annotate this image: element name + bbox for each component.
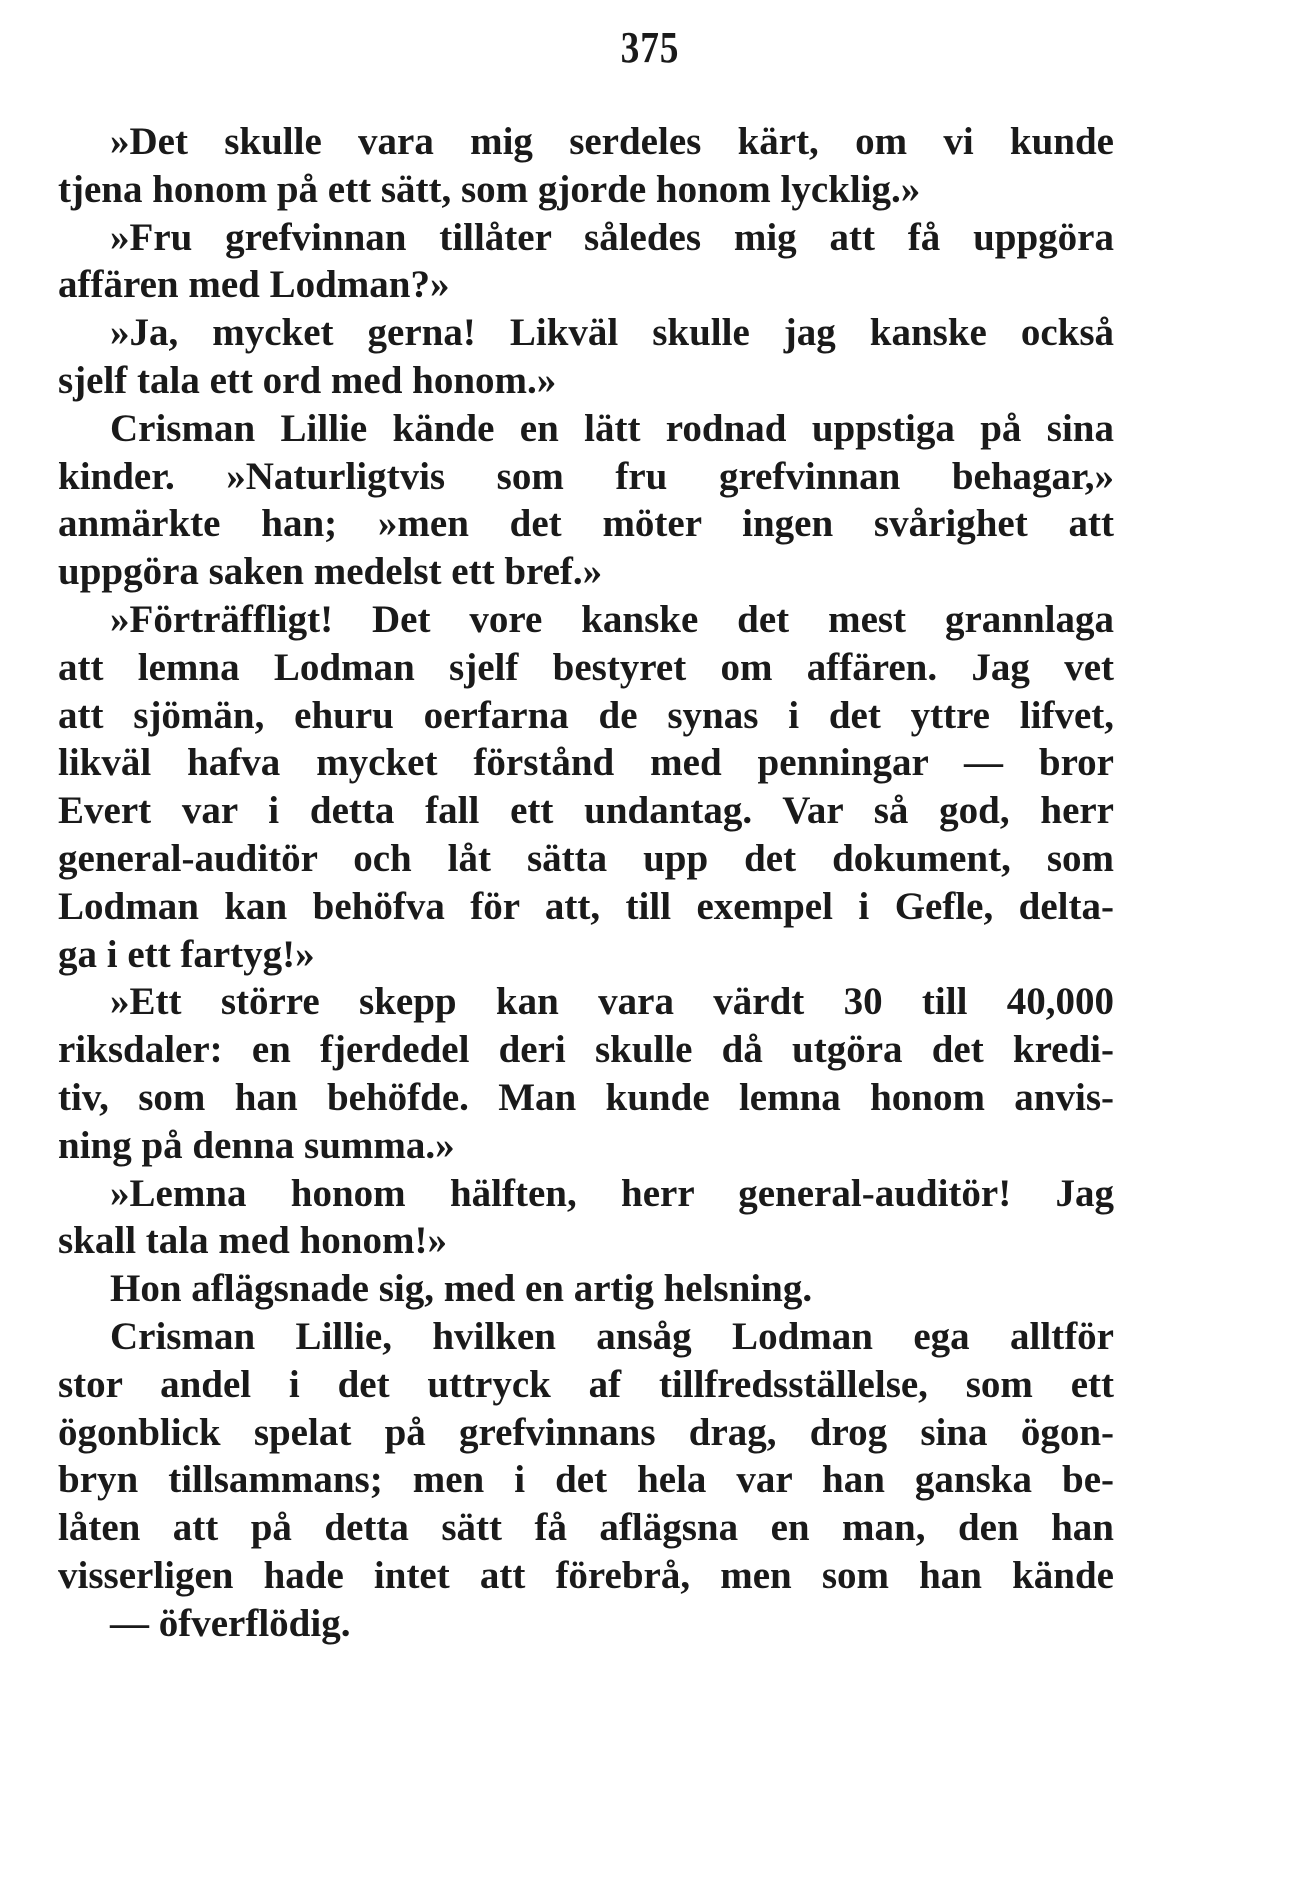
text-line: »Lemna honom hälften, herr general-auditör! Jag [110, 1171, 1114, 1215]
text-line: skall tala med honom!» [58, 1219, 447, 1263]
text-line: Crisman Lillie kände en lätt rodnad uppstiga på sina [110, 406, 1114, 450]
text-line: »Ja, mycket gerna! Likväl skulle jag kanske också [110, 311, 1114, 355]
text-line: tjena honom på ett sätt, som gjorde honom lycklig.» [58, 167, 921, 211]
text-line: tiv, som han behöfde. Man kunde lemna honom anvis- [58, 1075, 1114, 1119]
text-line: »Ett större skepp kan vara värdt 30 till 40,000 [110, 980, 1114, 1024]
text-line: visserligen hade intet att förebrå, men som han kände [58, 1553, 1114, 1597]
text-line: stor andel i det uttryck af tillfredsställelse, som ett [58, 1362, 1114, 1406]
text-line: bryn tillsammans; men i det hela var han ganska be- [58, 1458, 1114, 1502]
text-line: låten att på detta sätt få aflägsna en man, den han [58, 1506, 1114, 1550]
text-line: riksdaler: en fjerdedel deri skulle då utgöra det kredi- [58, 1028, 1114, 1072]
text-line: Crisman Lillie, hvilken ansåg Lodman ega alltför [110, 1314, 1114, 1358]
text-line: kinder. »Naturligtvis som fru grefvinnan behagar,» [58, 454, 1114, 498]
text-line: anmärkte han; »men det möter ingen svårighet att [58, 502, 1114, 546]
text-line: ning på denna summa.» [58, 1123, 455, 1167]
text-line: ga i ett fartyg!» [58, 932, 315, 976]
text-line: general-auditör och låt sätta upp det dokument, som [58, 836, 1114, 880]
text-line: »Förträffligt! Det vore kanske det mest grannlaga [110, 597, 1114, 641]
text-line: Lodman kan behöfva för att, till exempel i Gefle, delta- [58, 884, 1114, 928]
text-line: Hon aflägsnade sig, med en artig helsning. [110, 1267, 813, 1311]
text-line: affären med Lodman?» [58, 263, 450, 307]
text-line: att lemna Lodman sjelf bestyret om affären. Jag vet [58, 645, 1114, 689]
page-number: 375 [620, 23, 680, 72]
text-line: Evert var i detta fall ett undantag. Var så god, herr [58, 789, 1114, 833]
text-line: likväl hafva mycket förstånd med penningar — bror [58, 741, 1114, 785]
text-line: att sjömän, ehuru oerfarna de synas i det yttre lifvet, [58, 693, 1114, 737]
text-line: »Det skulle vara mig serdeles kärt, om vi kunde [110, 120, 1114, 163]
text-line: sjelf tala ett ord med honom.» [58, 358, 557, 402]
text-line: ögonblick spelat på grefvinnans drag, drog sina ögon- [58, 1410, 1114, 1454]
text-line: uppgöra saken medelst ett bref.» [58, 550, 603, 594]
text-line: — öfverflödig. [110, 1601, 351, 1645]
text-line: »Fru grefvinnan tillåter således mig att få uppgöra [110, 215, 1114, 259]
body-text [58, 118, 1114, 1648]
